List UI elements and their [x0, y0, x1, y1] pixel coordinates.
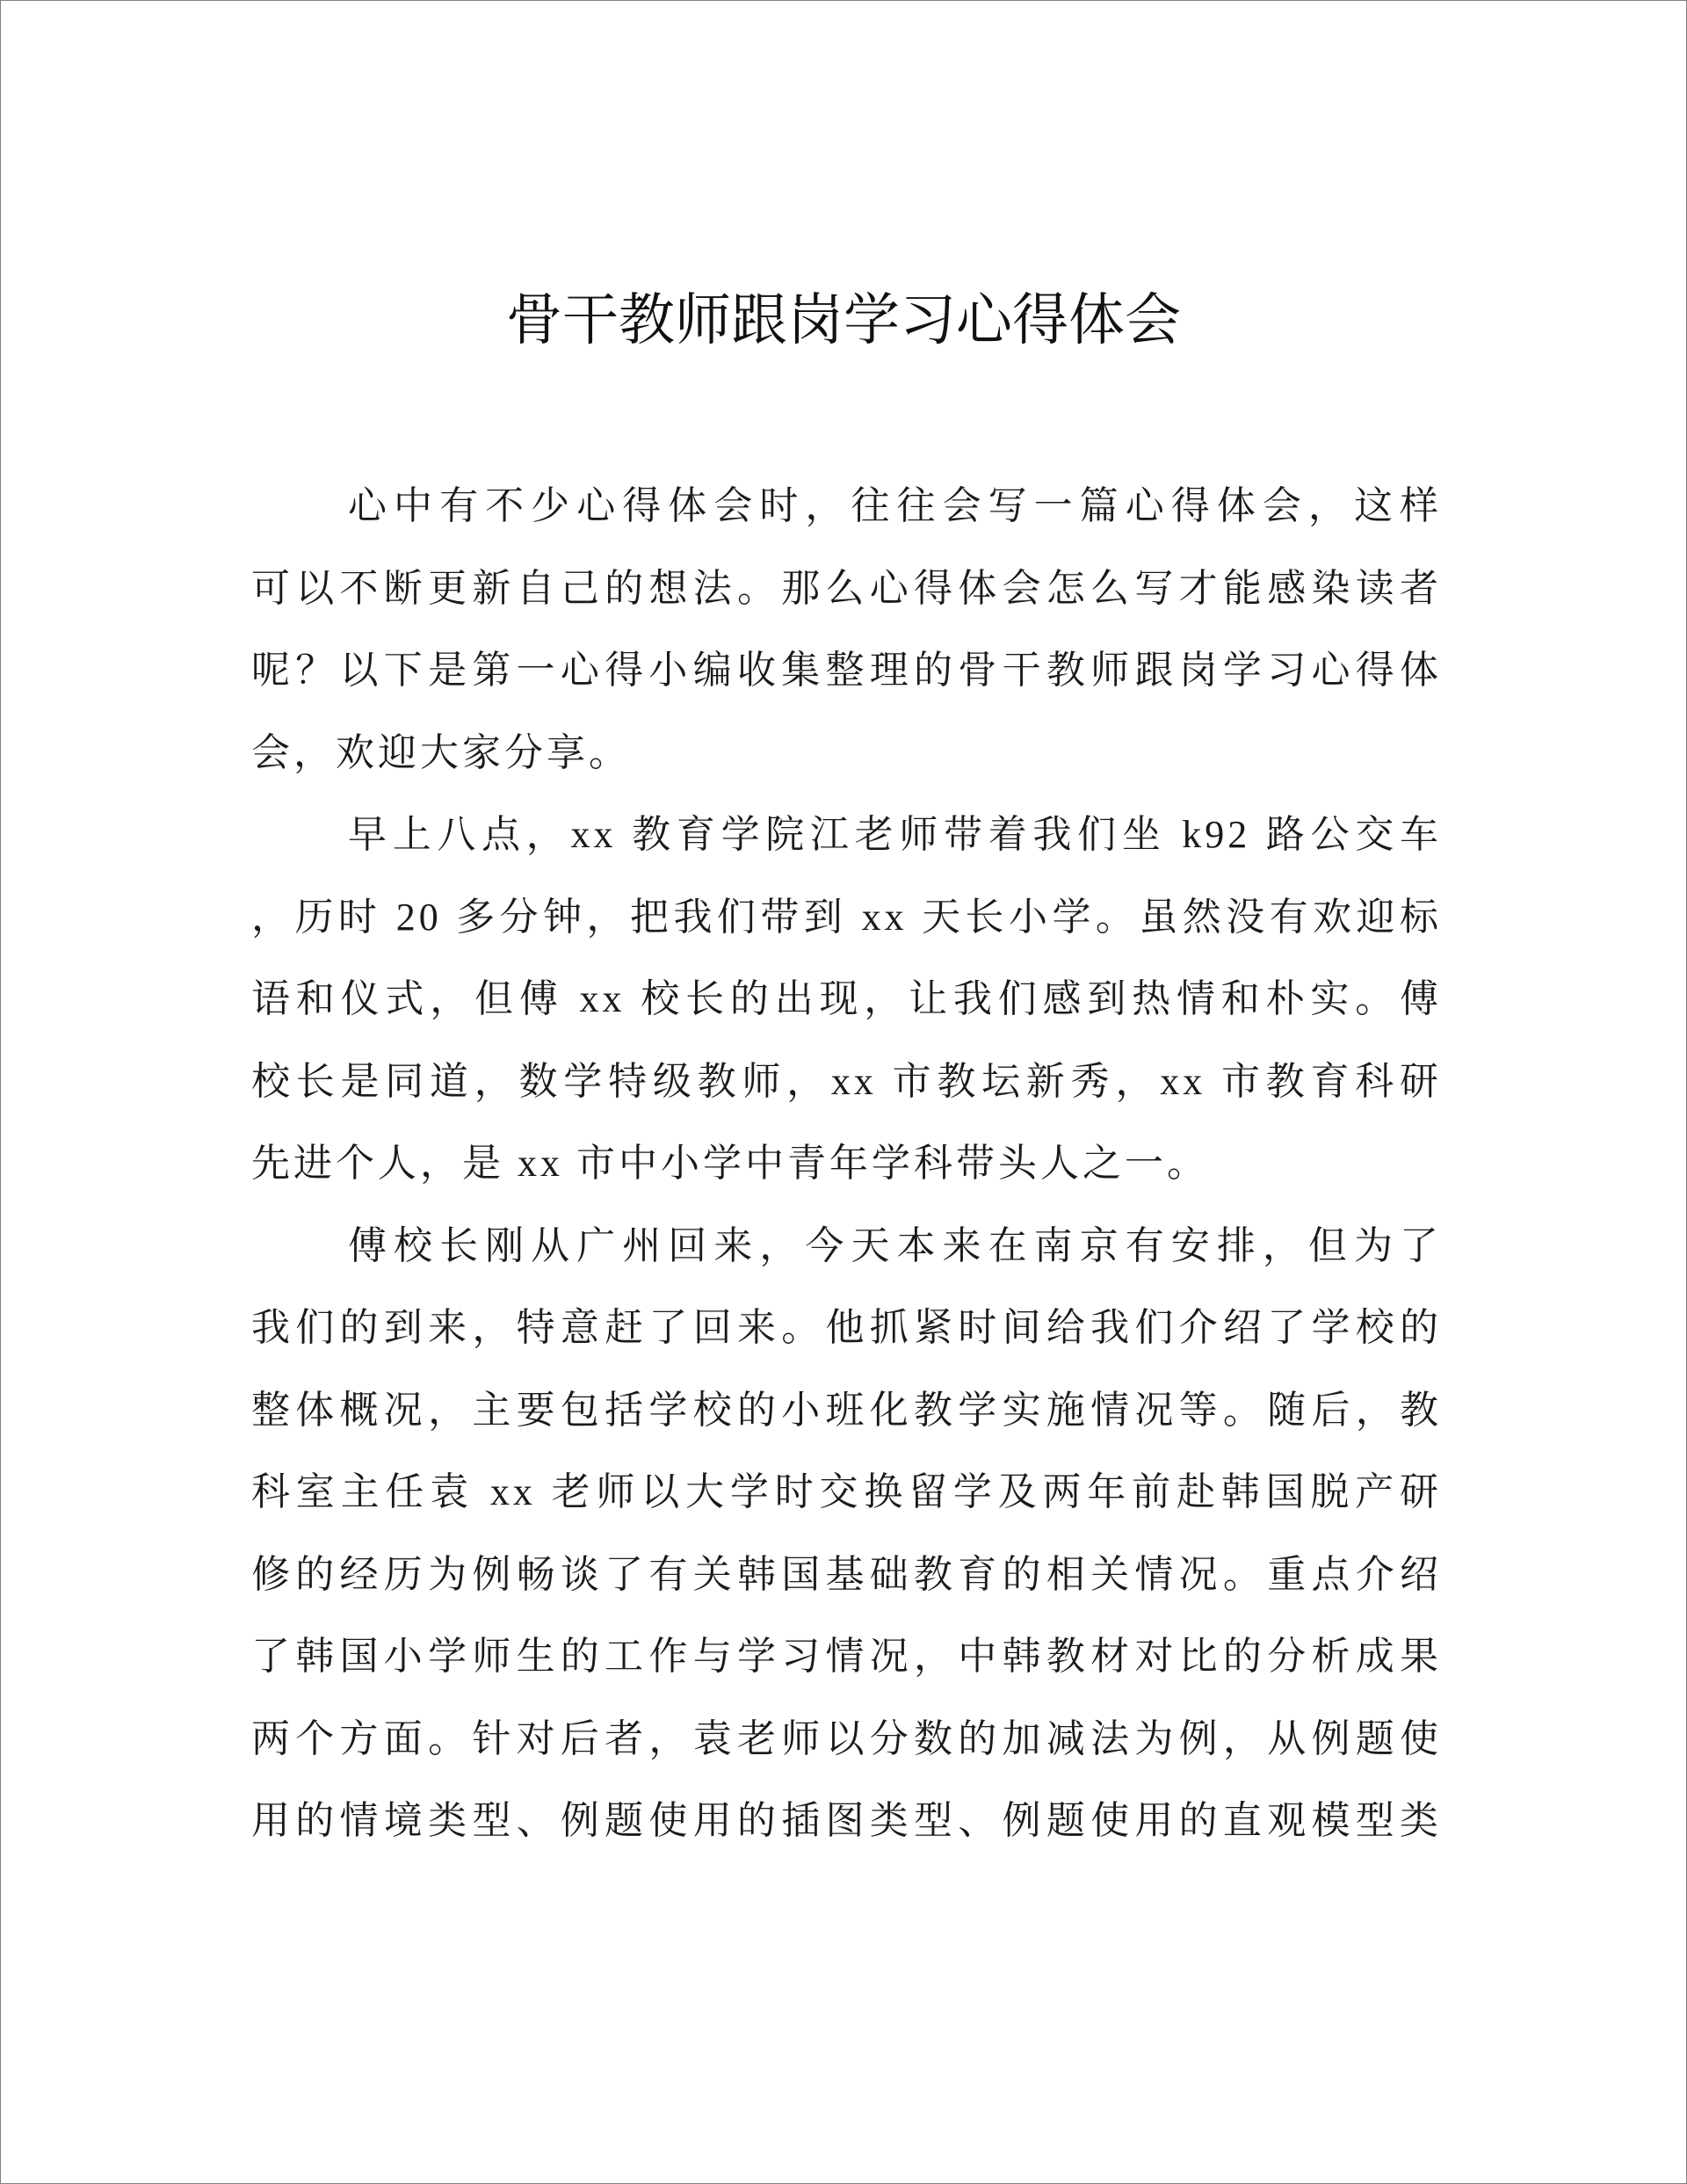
text-line: 了韩国小学师生的工作与学习情况，中韩教材对比的分析成果: [251, 1635, 1442, 1678]
text-line: 早上八点，xx 教育学院江老师带着我们坐 k92 路公交车: [348, 813, 1442, 856]
text-line: 我们的到来，特意赶了回来。他抓紧时间给我们介绍了学校的: [251, 1306, 1442, 1349]
text-line: 用的情境类型、例题使用的插图类型、例题使用的直观模型类: [251, 1799, 1442, 1842]
text-line: 校长是同道，数学特级教师，xx 市教坛新秀，xx 市教育科研: [251, 1059, 1442, 1103]
document-title: 骨干教师跟岗学习心得体会: [506, 288, 1181, 353]
text-line: 可以不断更新自己的想法。那么心得体会怎么写才能感染读者: [251, 566, 1442, 610]
text-line: ，历时 20 多分钟，把我们带到 xx 天长小学。虽然没有欢迎标: [251, 895, 1442, 939]
text-line: 心中有不少心得体会时，往往会写一篇心得体会，这样: [348, 484, 1442, 527]
text-line: 傅校长刚从广州回来，今天本来在南京有安排，但为了: [348, 1223, 1442, 1267]
text-line: 先进个人，是 xx 市中小学中青年学科带头人之一。: [251, 1142, 1209, 1185]
text-line: 整体概况，主要包括学校的小班化教学实施情况等。随后，教: [251, 1388, 1442, 1432]
paragraph-intro: [251, 465, 1442, 794]
text-line: 科室主任袁 xx 老师以大学时交换留学及两年前赴韩国脱产研: [251, 1470, 1442, 1513]
text-line: 语和仪式，但傅 xx 校长的出现，让我们感到热情和朴实。傅: [251, 977, 1442, 1020]
text-line: 呢？以下是第一心得小编收集整理的骨干教师跟岗学习心得体: [251, 649, 1442, 692]
paragraph-principal: [251, 1205, 1442, 1862]
text-line: 两个方面。针对后者，袁老师以分数的加减法为例，从例题使: [251, 1716, 1442, 1760]
paragraph-morning: [251, 794, 1442, 1205]
text-line: 会，欢迎大家分享。: [251, 730, 631, 774]
text-line: 修的经历为例畅谈了有关韩国基础教育的相关情况。重点介绍: [251, 1552, 1442, 1596]
document-body: [251, 465, 1442, 1862]
